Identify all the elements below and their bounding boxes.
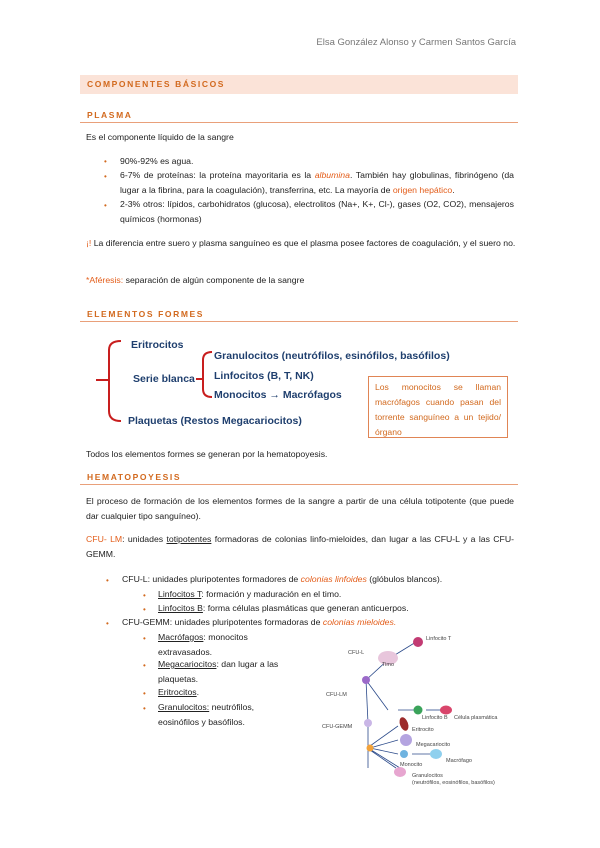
bullet-icon: • (143, 591, 146, 600)
linfocito-b-icon (414, 706, 423, 715)
bullet-icon: • (106, 576, 109, 585)
bullet-icon: • (104, 172, 107, 181)
hema-intro: El proceso de formación de los elementos formes de la sangre a partir de una célula totipotente (que puede dar cualquier tipo sanguíneo). (86, 496, 514, 521)
plasma-intro: Es el componente líquido de la sangre (86, 132, 234, 142)
bullet-icon: • (143, 661, 146, 670)
macrofago-icon (430, 749, 442, 759)
page-header: Elsa González Alonso y Carmen Santos García (316, 37, 516, 48)
celula-plasmatica-icon (440, 706, 452, 715)
bullet-icon: • (143, 704, 146, 713)
diagram-label-timo: Timo (382, 662, 395, 668)
serie-blanca-label: Serie blanca (133, 373, 195, 385)
eritrocito-icon (398, 716, 410, 732)
cfu-lm-cell-icon (364, 719, 372, 727)
diagram-label-macrofago: Macrófago (446, 758, 472, 764)
diagram-label-cfu-gemm: CFU-GEMM (322, 724, 353, 730)
cfu-gemm-cell-icon (367, 745, 374, 752)
eritrocitos-label: Eritrocitos (131, 339, 184, 351)
bullet-icon: • (104, 201, 107, 210)
diagram-label-granulocitos: Granulocitos (412, 773, 443, 779)
cfu-l-cell-icon (362, 676, 370, 684)
aferesis: *Aféresis: separación de algún componente de la sangre (86, 275, 305, 285)
cfu-gemm-text: CFU-GEMM: unidades pluripotentes formadoras de colonias mieloides. (122, 617, 397, 627)
linfocitos-label: Linfocitos (B, T, NK) (214, 370, 314, 382)
plaquetas-label: Plaquetas (Restos Megacariocitos) (128, 415, 302, 427)
plasma-bullet-3: 2-3% otros: lípidos, carbohidratos (glucosa), electrolitos (Na+, K+, Cl-), gases (O2, CO2), mensajeros químicos (hormonas) (120, 199, 514, 224)
diagram-label-megacariocito: Megacariocito (416, 742, 451, 748)
bullet-icon: • (106, 619, 109, 628)
cfu-lm-text: CFU- LM: unidades totipotentes formadoras de colonias linfo-mieloides, dan lugar a las CFU-L y a las CFU-GEMM. (86, 534, 514, 559)
macrofagos-text: Macrófagos: monocitos extravasados. (158, 632, 248, 657)
granulocitos-label: Granulocitos (neutrófilos, esinófilos, basófilos) (214, 350, 450, 362)
linfocito-t-icon (413, 637, 423, 647)
bullet-icon: • (143, 689, 146, 698)
cfu-l-text: CFU-L: unidades pluripotentes formadores de colonias linfoides (glóbulos blancos). (122, 574, 443, 584)
diagram-label-celula-plasmatica: Célula plasmática (454, 715, 498, 721)
monocitos-note: Los monocitos se llaman macrófagos cuando pasan del torrente sanguíneo a un tejido/órgano (368, 376, 508, 438)
bullet-icon: • (104, 157, 107, 166)
eritrocitos-text: Eritrocitos. (158, 687, 200, 697)
diagram-label-eritrocito: Eritrocito (412, 727, 434, 733)
page-title: COMPONENTES BÁSICOS (87, 79, 226, 89)
plasma-bullet-1: 90%-92% es agua. (120, 156, 194, 166)
section-heading-plasma: PLASMA (87, 110, 133, 120)
bullet-icon: • (143, 634, 146, 643)
diagram-label-cfu-l: CFU-L (348, 650, 365, 656)
linfocitos-b-text: Linfocitos B: forma células plasmáticas que generan anticuerpos. (158, 603, 409, 613)
granulocitos-icon (394, 767, 406, 777)
formes-footer: Todos los elementos formes se generan por la hematopoyesis. (86, 449, 328, 459)
monocitos-label: Monocitos → Macrófagos (214, 389, 342, 401)
plasma-note: ¡! La diferencia entre suero y plasma sanguíneo es que el plasma posee factores de coagulación, y el suero no. (86, 238, 516, 248)
monocito-icon (400, 750, 408, 758)
bullet-icon: • (143, 605, 146, 614)
diagram-label-cfu-lm: CFU-LM (326, 692, 347, 698)
granulocitos-text: Granulocitos: neutrófilos, eosinófilos y basófilos. (158, 702, 255, 727)
diagram-label-granulocitos-types: (neutrófilos, eosinófilos, basófilos) (412, 780, 495, 786)
plasma-bullet-2: 6-7% de proteínas: la proteína mayoritaria es la albumina. También hay globulinas, fibrinógeno (da lugar a la fibrina, para la coagulación), transferrina, etc. La mayoría de origen hepático. (120, 170, 515, 195)
diagram-label-linfocito-t: Linfocito T (426, 636, 452, 642)
section-hematopoyesis (80, 470, 518, 485)
diagram-label-linfocito-b: Linfocito B (422, 715, 448, 721)
diagram-label-monocito: Monocito (400, 762, 423, 768)
megacariocito-icon (400, 734, 412, 746)
section-heading-formes: ELEMENTOS FORMES (87, 309, 205, 319)
megacariocitos-text: Megacariocitos: dan lugar a las plaquetas. (158, 659, 279, 684)
linfocitos-t-text: Linfocitos T: formación y maduración en el timo. (158, 589, 342, 599)
section-heading-hematopoyesis: HEMATOPOYESIS (87, 472, 182, 482)
